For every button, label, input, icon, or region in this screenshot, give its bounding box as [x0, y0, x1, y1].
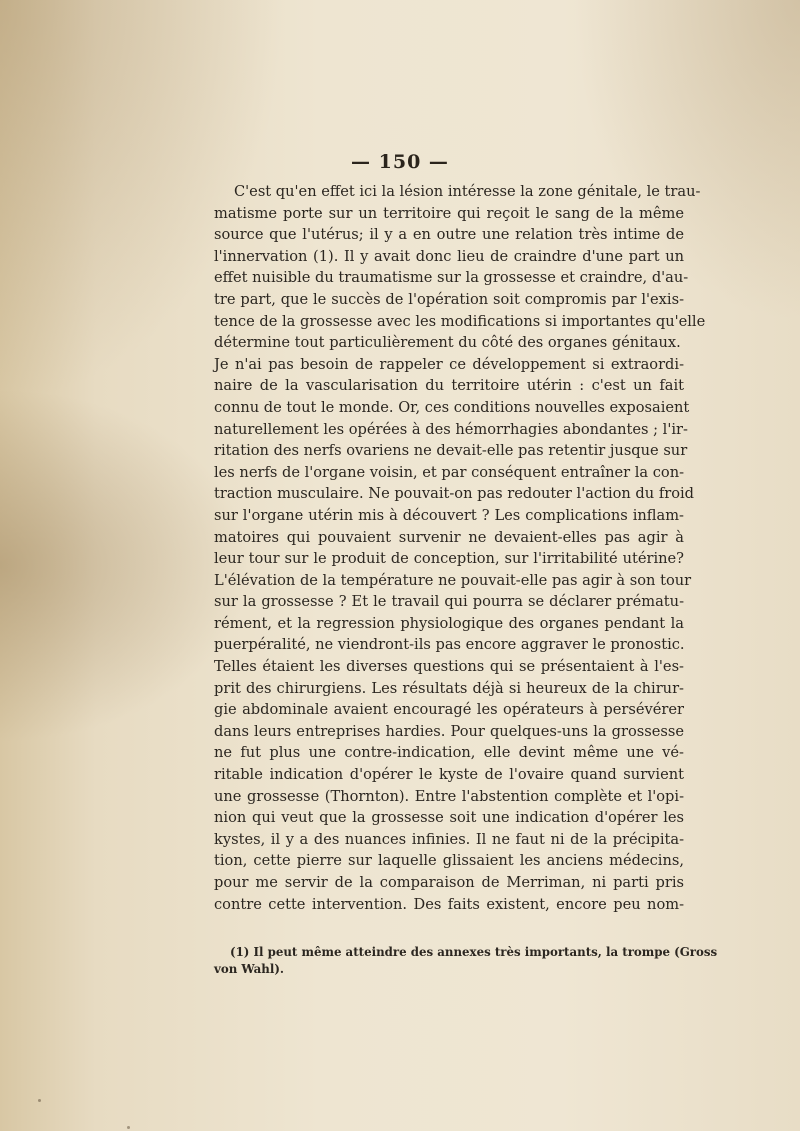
text-line: pour me servir de la comparaison de Merriman, ni parti pris: [214, 874, 684, 891]
paper-speck: [127, 1126, 130, 1129]
text-line: gie abdominale avaient encouragé les opérateurs à persévérer: [214, 701, 684, 719]
footnote-line: (1) Il peut même atteindre des annexes très importants, la trompe (Gross: [230, 945, 718, 959]
text-line: naire de la vascularisation du territoire utérin : c'est un fait: [214, 377, 684, 395]
text-line: traction musculaire. Ne pouvait-on pas redouter l'action du froid: [214, 485, 694, 503]
text-line: tence de la grossesse avec les modifications si importantes qu'elle: [214, 312, 706, 330]
text-line: nion qui veut que la grossesse soit une indication d'opérer les: [214, 809, 684, 827]
text-line: leur tour sur le produit de conception, sur l'irritabilité utérine?: [214, 550, 684, 568]
text-line: ne fut plus une contre-indication, elle devint même une vé-: [214, 744, 684, 762]
text-line: puerpéralité, ne viendront-ils pas encore aggraver le pronostic.: [214, 636, 685, 654]
text-line: effet nuisible du traumatisme sur la grossesse et craindre, d'au-: [214, 269, 689, 287]
text-line: ritation des nerfs ovariens ne devait-elle pas retentir jusque sur: [214, 442, 688, 460]
text-line: matoires qui pouvaient survenir ne devaient-elles pas agir à: [214, 528, 684, 546]
text-line: rément, et la regression physiologique des organes pendant la: [214, 614, 684, 632]
text-line: connu de tout le monde. Or, ces conditions nouvelles exposaient: [214, 398, 690, 416]
text-line: contre cette intervention. Des faits existent, encore peu nom-: [214, 895, 684, 913]
text-line: Telles étaient les diverses questions qui se présentaient à l'es-: [214, 658, 684, 676]
text-line: détermine tout particulièrement du côté des organes génitaux.: [214, 334, 681, 352]
text-line: kystes, il y a des nuances infinies. Il ne faut ni de la précipita-: [214, 830, 684, 848]
text-line: dans leurs entreprises hardies. Pour quelques-uns la grossesse: [214, 722, 684, 740]
footnote: [214, 944, 718, 978]
text-line: source que l'utérus; il y a en outre une relation très intime de: [214, 226, 684, 244]
text-line: matisme porte sur un territoire qui reçoit le sang de la même: [214, 204, 684, 222]
paper-speck: [38, 1099, 41, 1102]
text-line: l'innervation (1). Il y avait donc lieu de craindre d'une part un: [214, 247, 684, 265]
text-line: tre part, que le succès de l'opération soit compromis par l'exis-: [214, 290, 684, 308]
body-text: [214, 181, 706, 915]
text-line: Je n'ai pas besoin de rappeler ce développement si extraordi-: [214, 355, 684, 373]
text-line: sur l'organe utérin mis à découvert ? Les complications inflam-: [214, 506, 684, 524]
text-line: ritable indication d'opérer le kyste de l'ovaire quand survient: [214, 766, 684, 784]
text-line: naturellement les opérées à des hémorrhagies abondantes ; l'ir-: [214, 420, 688, 438]
text-line: une grossesse (Thornton). Entre l'abstention complète et l'opi-: [214, 787, 684, 805]
text-line: prit des chirurgiens. Les résultats déjà si heureux de la chirur-: [214, 679, 684, 697]
footnote-line: von Wahl).: [214, 962, 285, 976]
text-line: tion, cette pierre sur laquelle glissaient les anciens médecins,: [214, 852, 684, 870]
text-line: sur la grossesse ? Et le travail qui pourra se déclarer prématu-: [214, 593, 684, 611]
text-line: C'est qu'en effet ici la lésion intéresse la zone génitale, le trau-: [234, 183, 701, 200]
text-line: les nerfs de l'organe voisin, et par conséquent entraîner la con-: [214, 463, 685, 481]
page-number: — 150 —: [351, 151, 449, 173]
text-line: L'élévation de la température ne pouvait-elle pas agir à son tour: [214, 571, 692, 589]
